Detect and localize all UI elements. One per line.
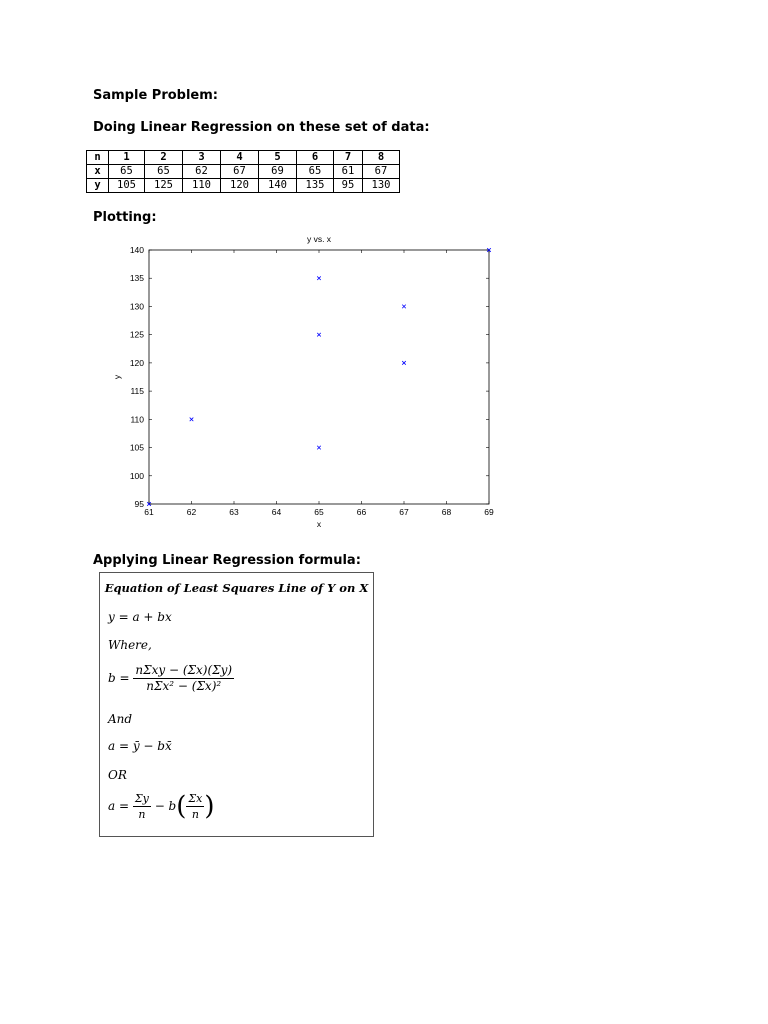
table-cell: 7 [334,151,363,165]
table-cell: 130 [363,179,400,193]
y-tick-label: 135 [129,273,144,284]
table-cell: 120 [221,179,259,193]
y-tick-label: 95 [134,499,144,509]
data-point [190,418,194,422]
sum-y-denominator: n [138,808,146,821]
y-tick-label: 105 [129,442,144,453]
y-tick-label: 140 [129,245,144,255]
slope-numerator: nΣxy − (Σx)(Σy) [135,663,233,677]
plot-frame [149,250,489,504]
table-header-row [87,151,400,165]
x-axis-label: x [316,519,322,529]
table-cell: 135 [297,179,334,193]
slope-fraction [133,663,234,694]
sum-y-numerator: Σy [134,792,149,805]
minus-b: − b [154,799,177,813]
formula-box [99,572,374,837]
table-cell: 2 [145,151,183,165]
x-tick-label: 66 [356,507,367,517]
data-point [317,276,321,280]
data-point [402,305,406,309]
scatter-chart [100,228,510,533]
table-cell: 125 [145,179,183,193]
x-tick-label: 62 [186,507,197,517]
table-cell: 95 [334,179,363,193]
table-cell: 4 [221,151,259,165]
y-axis-label: y [112,374,122,380]
left-paren: ( [176,791,187,822]
table-cell: x [87,165,109,179]
chart-title: y vs. x [306,234,332,244]
x-tick-label: 65 [314,507,324,517]
data-table [86,150,400,193]
intercept-lhs: a = [108,799,130,813]
line-equation: y = a + bx [108,610,172,624]
sum-x-fraction [186,791,204,822]
table-cell: 6 [297,151,334,165]
sum-y-fraction [133,791,151,822]
plotting-heading: Plotting: [93,210,157,225]
y-tick-label: 115 [130,386,144,397]
intercept-formula-mean: a = ȳ − bx̄ [108,739,172,753]
table-cell: 67 [363,165,400,179]
data-intro-heading: Doing Linear Regression on these set of data: [93,120,430,135]
table-cell: 3 [183,151,221,165]
sum-x-numerator: Σx [188,792,203,805]
table-cell: 1 [109,151,145,165]
slope-denominator: nΣx² − (Σx)² [146,679,222,693]
table-cell: y [87,179,109,193]
table-cell: 67 [221,165,259,179]
table-cell: 8 [363,151,400,165]
or-label: OR [108,768,127,782]
table-cell: 61 [334,165,363,179]
x-tick-label: 67 [399,507,409,517]
table-cell: 62 [183,165,221,179]
sum-x-denominator: n [191,808,199,821]
data-point [317,446,321,450]
table-cell: n [87,151,109,165]
sample-problem-heading: Sample Problem: [93,88,218,103]
table-row [87,165,400,179]
table-row [87,179,400,193]
and-label: And [108,712,133,726]
x-tick-label: 64 [271,507,282,517]
x-tick-label: 69 [484,507,494,517]
slope-lhs: b = [108,671,130,685]
x-tick-label: 68 [441,507,452,517]
table-cell: 69 [259,165,297,179]
y-tick-label: 120 [129,357,144,368]
table-cell: 65 [109,165,145,179]
slope-formula [108,663,234,694]
applying-heading: Applying Linear Regression formula: [93,553,361,568]
table-cell: 110 [183,179,221,193]
table-cell: 65 [297,165,334,179]
table-cell: 105 [109,179,145,193]
right-paren: ) [204,791,215,822]
table-cell: 140 [259,179,297,193]
where-label: Where, [108,638,152,652]
intercept-formula-sums [108,791,215,822]
formula-title: Equation of Least Squares Line of Y on X [104,581,369,595]
data-point [402,361,406,365]
table-cell: 65 [145,165,183,179]
y-tick-label: 110 [130,414,144,425]
x-tick-label: 63 [229,507,239,517]
y-tick-label: 130 [129,301,144,312]
data-point [317,333,321,337]
y-tick-label: 125 [129,329,144,340]
y-tick-label: 100 [129,470,144,481]
x-tick-label: 61 [144,507,154,517]
table-cell: 5 [259,151,297,165]
